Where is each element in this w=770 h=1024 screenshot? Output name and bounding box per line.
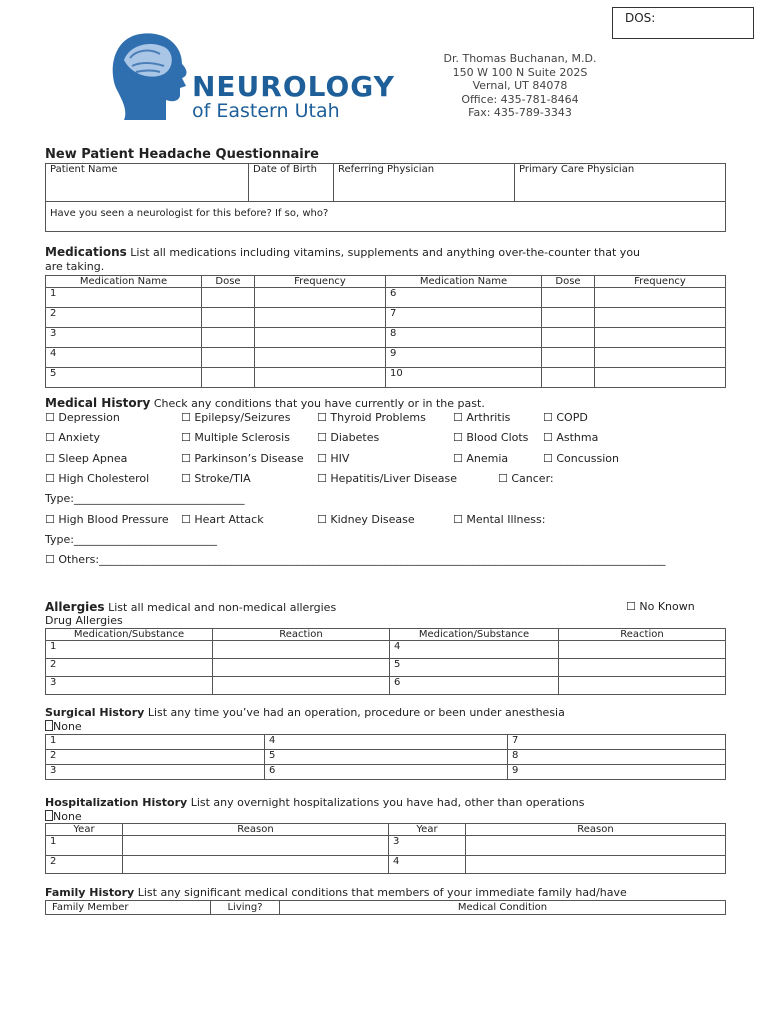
doctor-name: Dr. Thomas Buchanan, M.D. bbox=[443, 52, 597, 65]
checkbox-arthritis[interactable]: ☐ Arthritis bbox=[453, 411, 510, 424]
primary-physician-field[interactable]: Primary Care Physician bbox=[515, 164, 726, 202]
logo-line1: NEUROLOGY bbox=[192, 70, 395, 103]
brain-head-icon bbox=[108, 30, 192, 122]
checkbox-mental-illness[interactable]: ☐ Mental Illness: bbox=[453, 513, 545, 526]
medications-table bbox=[45, 275, 726, 388]
checkbox-stroke[interactable]: ☐ Stroke/TIA bbox=[181, 472, 251, 485]
col-frequency-2: Frequency bbox=[595, 276, 726, 288]
checkbox-no-known-allergies[interactable]: ☐ No Known bbox=[626, 600, 695, 613]
table-row[interactable]: 1 3 bbox=[46, 836, 726, 856]
clinic-address2: Vernal, UT 84078 bbox=[472, 79, 568, 92]
table-row[interactable]: 3 6 9 bbox=[46, 765, 726, 780]
family-heading: Family History List any significant medical conditions that members of your immediate family had/have bbox=[45, 886, 627, 899]
checkbox-epilepsy[interactable]: ☐ Epilepsy/Seizures bbox=[181, 411, 290, 424]
checkbox-high-blood-pressure[interactable]: ☐ High Blood Pressure bbox=[45, 513, 169, 526]
clinic-fax: Fax: 435-789-3343 bbox=[468, 106, 572, 119]
checkbox-heart-attack[interactable]: ☐ Heart Attack bbox=[181, 513, 264, 526]
hospitalization-heading: Hospitalization History List any overnight hospitalizations you have had, other than operations bbox=[45, 796, 585, 809]
family-table bbox=[45, 900, 726, 915]
checkbox-blood-clots[interactable]: ☐ Blood Clots bbox=[453, 431, 528, 444]
col-dose-2: Dose bbox=[542, 276, 595, 288]
clinic-info bbox=[420, 52, 620, 120]
patient-info-table bbox=[45, 163, 726, 232]
logo-line2: of Eastern Utah bbox=[192, 100, 340, 122]
col-family-member: Family Member bbox=[46, 901, 211, 915]
col-reaction: Reaction bbox=[213, 629, 390, 641]
checkbox-hepatitis[interactable]: ☐ Hepatitis/Liver Disease bbox=[317, 472, 457, 485]
table-row[interactable]: 2 7 bbox=[46, 308, 726, 328]
referring-physician-field[interactable]: Referring Physician bbox=[334, 164, 515, 202]
clinic-address1: 150 W 100 N Suite 202S bbox=[452, 65, 588, 79]
mental-type-field[interactable]: Type:__________________________ bbox=[45, 533, 217, 546]
checkbox-concussion[interactable]: ☐ Concussion bbox=[543, 452, 619, 465]
checkbox-high-cholesterol[interactable]: ☐ High Cholesterol bbox=[45, 472, 149, 485]
checkbox-cancer[interactable]: ☐ Cancer: bbox=[498, 472, 554, 485]
table-row[interactable]: 2 5 bbox=[46, 659, 726, 677]
col-reason-2: Reason bbox=[466, 824, 726, 836]
checkbox-thyroid[interactable]: ☐ Thyroid Problems bbox=[317, 411, 426, 424]
table-row[interactable]: 1 4 7 bbox=[46, 735, 726, 750]
allergies-table bbox=[45, 628, 726, 695]
checkbox-sleep-apnea[interactable]: ☐ Sleep Apnea bbox=[45, 452, 127, 465]
checkbox-diabetes[interactable]: ☐ Diabetes bbox=[317, 431, 379, 444]
col-dose: Dose bbox=[202, 276, 255, 288]
checkbox-ms[interactable]: ☐ Multiple Sclerosis bbox=[181, 431, 290, 444]
page-title: New Patient Headache Questionnaire bbox=[45, 147, 319, 162]
surgical-table bbox=[45, 734, 726, 780]
clinic-logo bbox=[108, 30, 395, 122]
checkbox-hiv[interactable]: ☐ HIV bbox=[317, 452, 349, 465]
checkbox-others[interactable]: ☐ Others:_______________________________________________________________________________________________________ bbox=[45, 553, 725, 566]
checkbox-depression[interactable]: ☐ Depression bbox=[45, 411, 120, 424]
clinic-office-phone: Office: 435-781-8464 bbox=[461, 92, 579, 106]
col-year: Year bbox=[46, 824, 123, 836]
checkbox-box-icon bbox=[45, 720, 53, 731]
table-row[interactable]: 1 6 bbox=[46, 288, 726, 308]
table-row[interactable]: 3 6 bbox=[46, 677, 726, 695]
patient-name-field[interactable]: Patient Name bbox=[46, 164, 249, 202]
checkbox-asthma[interactable]: ☐ Asthma bbox=[543, 431, 598, 444]
checkbox-hospital-none[interactable]: None bbox=[45, 810, 82, 823]
col-year-2: Year bbox=[389, 824, 466, 836]
table-row[interactable]: 2 4 bbox=[46, 856, 726, 874]
medications-heading: Medications List all medications including vitamins, supplements and anything over-the-counter that you are taking. bbox=[45, 245, 641, 273]
table-row[interactable]: 3 8 bbox=[46, 328, 726, 348]
col-reason: Reason bbox=[123, 824, 389, 836]
hospitalization-table bbox=[45, 823, 726, 874]
dos-box[interactable] bbox=[612, 7, 754, 39]
table-row[interactable]: 1 4 bbox=[46, 641, 726, 659]
col-reaction-2: Reaction bbox=[559, 629, 726, 641]
checkbox-parkinsons[interactable]: ☐ Parkinson’s Disease bbox=[181, 452, 304, 465]
checkbox-box-icon bbox=[45, 810, 53, 821]
col-medication-name: Medication Name bbox=[46, 276, 202, 288]
checkbox-surgical-none[interactable]: None bbox=[45, 720, 82, 733]
checkbox-anxiety[interactable]: ☐ Anxiety bbox=[45, 431, 100, 444]
checkbox-anemia[interactable]: ☐ Anemia bbox=[453, 452, 508, 465]
checkbox-kidney[interactable]: ☐ Kidney Disease bbox=[317, 513, 415, 526]
surgical-heading: Surgical History List any time you’ve had an operation, procedure or been under anesthesia bbox=[45, 706, 565, 719]
col-frequency: Frequency bbox=[255, 276, 386, 288]
dob-field[interactable]: Date of Birth bbox=[249, 164, 334, 202]
dos-label: DOS: bbox=[625, 11, 656, 25]
table-row[interactable]: 5 10 bbox=[46, 368, 726, 388]
col-medication-name-2: Medication Name bbox=[386, 276, 542, 288]
col-living: Living? bbox=[211, 901, 280, 915]
col-medical-condition: Medical Condition bbox=[280, 901, 726, 915]
table-row[interactable]: 4 9 bbox=[46, 348, 726, 368]
col-substance: Medication/Substance bbox=[46, 629, 213, 641]
medical-history-heading: Medical History Check any conditions that you have currently or in the past. bbox=[45, 396, 485, 410]
cancer-type-field[interactable]: Type:_______________________________ bbox=[45, 492, 245, 505]
checkbox-copd[interactable]: ☐ COPD bbox=[543, 411, 588, 424]
table-row[interactable]: 2 5 8 bbox=[46, 750, 726, 765]
col-substance-2: Medication/Substance bbox=[390, 629, 559, 641]
allergies-heading: Allergies List all medical and non-medical allergies bbox=[45, 600, 337, 614]
neurologist-question-field[interactable]: Have you seen a neurologist for this before? If so, who? bbox=[46, 202, 726, 232]
drug-allergies-label: Drug Allergies bbox=[45, 614, 123, 627]
